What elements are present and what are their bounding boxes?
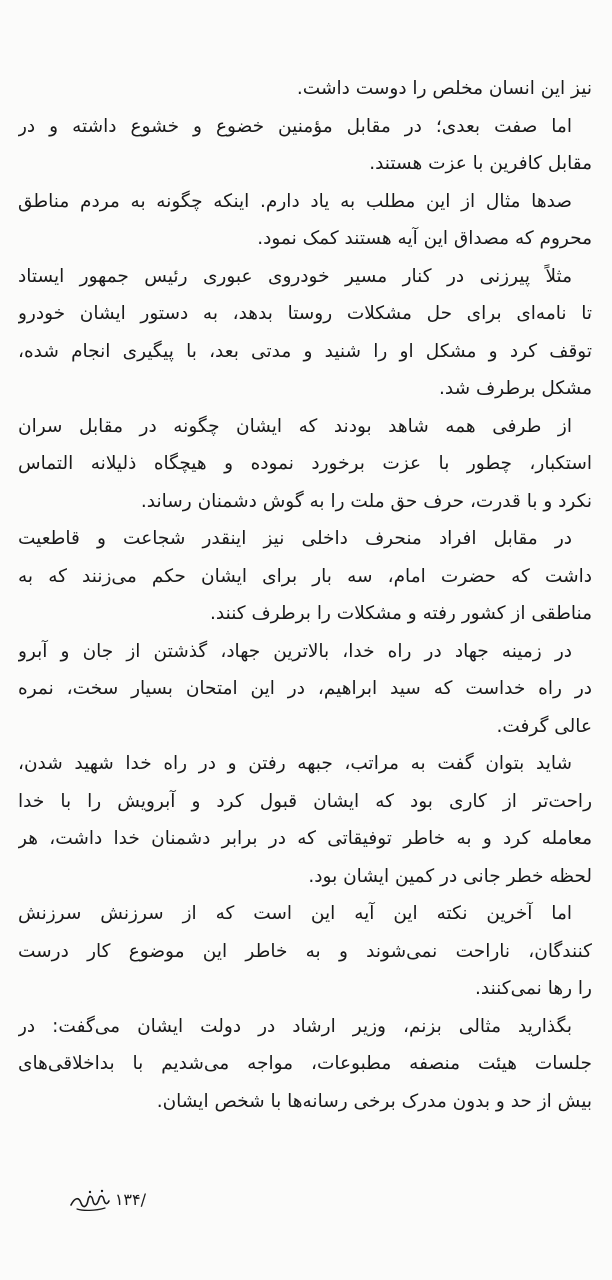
text-line: راحت‌تر از کاری بود که ایشان قبول کرد و آبرویش را با خدا <box>18 790 592 812</box>
text-line: مناطقی از کشور رفته و مشکلات را برطرف کنند. <box>210 603 592 624</box>
text-line: جلسات هیئت منصفه مطبوعات، مواجه می‌شدیم با بداخلاقی‌های <box>18 1053 592 1074</box>
body-text <box>18 70 592 1120</box>
text-line: صدها مثال از این مطلب به یاد دارم. اینکه چگونه به مردم مناطق <box>18 190 572 212</box>
text-line: عالی گرفت. <box>496 715 592 737</box>
text-line: در مقابل افراد منحرف داخلی نیز اینقدر شجاعت و قاطعیت <box>18 528 572 549</box>
text-line: توقف کرد و مشکل او را شنید و مدتی بعد، با پیگیری انجام شده، <box>18 340 592 362</box>
text-line: بیش از حد و بدون مدرک برخی رسانه‌ها با شخص ایشان. <box>156 1090 592 1112</box>
calligraphic-signature-logo-icon <box>69 1187 111 1213</box>
text-line: کنندگان، ناراحت نمی‌شوند و به خاطر این موضوع کار درست <box>18 940 592 962</box>
text-line: مثلاً پیرزنی در کنار مسیر خودروی عبوری رئیس جمهور ایستاد <box>18 265 572 287</box>
text-line: شاید بتوان گفت به مراتب، جبهه رفتن و در راه خدا شهید شدن، <box>18 753 572 774</box>
text-line: اما آخرین نکته این آیه این است که از سرزنش سرزنش <box>18 903 572 924</box>
text-line: از طرفی همه شاهد بودند که ایشان چگونه در مقابل سران <box>18 415 572 437</box>
page-footer <box>56 1185 146 1215</box>
text-line: مقابل کافرین با عزت هستند. <box>369 153 592 174</box>
text-line: اما صفت بعدی؛ در مقابل مؤمنین خضوع و خشوع داشته و در <box>18 115 572 137</box>
text-line: در راه خداست که سید ابراهیم، در این امتحان بسیار سخت، نمره <box>18 678 592 699</box>
text-line: محروم که مصداق این آیه هستند کمک نمود. <box>257 228 592 249</box>
page-number: /۱۳۴ <box>114 1190 146 1209</box>
text-line: تا نامه‌ای برای حل مشکلات روستا بدهد، به دستور ایشان خودرو <box>18 303 592 324</box>
text-line: نیز این انسان مخلص را دوست داشت. <box>296 78 592 99</box>
text-line: در زمینه جهاد در راه خدا، بالاترین جهاد، گذشتن از جان و آبرو <box>18 640 572 662</box>
text-line: معامله کرد و به خاطر توفیقاتی که در برابر دشمنان خدا داشت، هر <box>18 828 592 849</box>
text-line: نکرد و با قدرت، حرف حق ملت را به گوش دشمنان رساند. <box>140 490 592 512</box>
text-line: را رها نمی‌کنند. <box>475 978 592 999</box>
text-line: داشت که حضرت امام، سه بار برای ایشان حکم می‌زنند که به <box>18 565 592 587</box>
text-line: مشکل برطرف شد. <box>439 378 592 399</box>
text-line: لحظه خطر جانی در کمین ایشان بود. <box>308 865 592 887</box>
text-line: بگذارید مثالی بزنم، وزیر ارشاد در دولت ایشان می‌گفت: در <box>18 1015 572 1037</box>
text-line: استکبار، چطور با عزت برخورد نموده و هیچگاه ذلیلانه التماس <box>18 453 592 474</box>
